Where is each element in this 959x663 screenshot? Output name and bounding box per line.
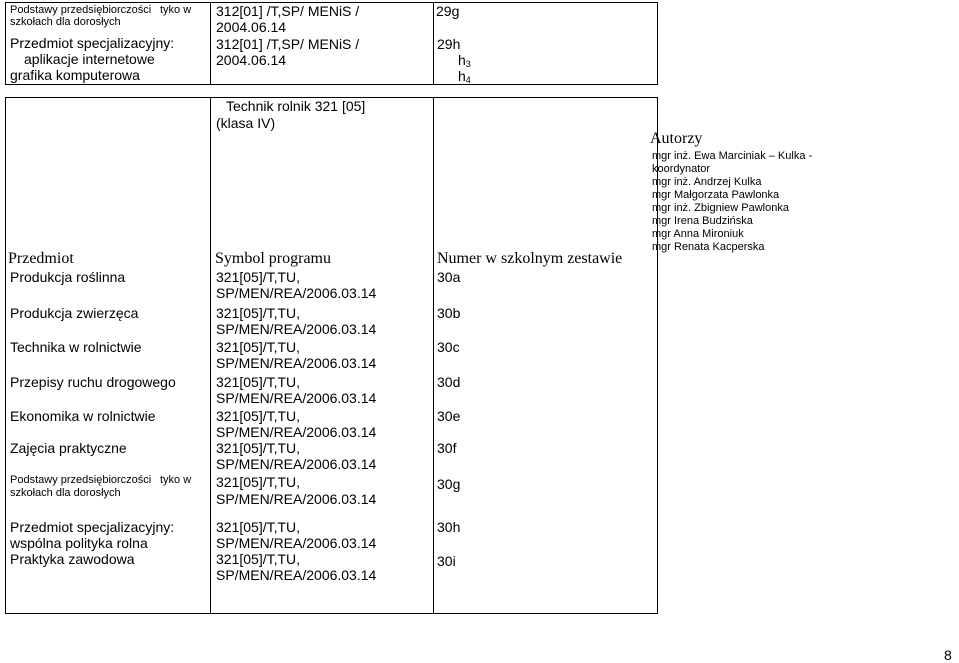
row-subject-line2: szkołach dla dorosłych (10, 487, 121, 499)
row-symbol-line1: 321[05]/T,TU, (216, 474, 301, 490)
row-subject: Praktyka zawodowa (10, 551, 135, 567)
author-line: mgr inż. Zbigniew Pawlonka (652, 202, 789, 214)
top-right-h4: $h_4$ (458, 68, 471, 85)
row-subject: Ekonomika w rolnictwie (10, 408, 156, 424)
top-left-line3: Przedmiot specjalizacyjny: (10, 35, 175, 51)
top-right-29h: 29h (437, 36, 461, 52)
main-heading-2: (klasa IV) (216, 115, 276, 131)
author-line: mgr Anna Mironiuk (652, 228, 744, 240)
column-header-numer: Numer w szkolnym zestawie (437, 250, 623, 267)
row-subject-line2: wspólna polityka rolna (10, 535, 148, 551)
row-symbol-line1: 321[05]/T,TU, (216, 519, 301, 535)
main-heading-1: Technik rolnik 321 [05] (226, 98, 366, 114)
column-header-przedmiot: Przedmiot (8, 250, 74, 267)
top-mid-line2: 2004.06.14 (216, 19, 287, 35)
row-subject: Produkcja roślinna (10, 269, 126, 285)
row-symbol-line1: 321[05]/T,TU, (216, 551, 301, 567)
row-symbol-line1: 321[05]/T,TU, (216, 305, 301, 321)
row-symbol-line2: SP/MEN/REA/2006.03.14 (216, 424, 377, 440)
row-number: 30d (437, 374, 461, 390)
top-divider-1 (210, 2, 211, 85)
row-number: 30b (437, 305, 461, 321)
author-line: mgr inż. Ewa Marciniak – Kulka - (652, 150, 813, 162)
row-symbol-line2: SP/MEN/REA/2006.03.14 (216, 535, 377, 551)
top-mid-line3: 312[01] /T,SP/ MENiS / (216, 36, 360, 52)
top-left-line5: grafika komputerowa (10, 67, 140, 83)
row-subject-line1b: tyko w (160, 474, 192, 486)
row-symbol-line2: SP/MEN/REA/2006.03.14 (216, 355, 377, 371)
author-line: mgr Irena Budzińska (652, 215, 753, 227)
top-right-29g: 29g (436, 3, 460, 19)
column-header-symbol: Symbol programu (215, 250, 331, 267)
author-line: mgr Małgorzata Pawlonka (652, 189, 780, 201)
row-number: 30c (437, 339, 460, 355)
main-divider-1 (210, 97, 211, 614)
top-left-line4: aplikacje internetowe (24, 51, 155, 67)
row-symbol-line1: 321[05]/T,TU, (216, 269, 301, 285)
top-mid-line1: 312[01] /T,SP/ MENiS / (216, 3, 360, 19)
row-symbol-line1: 321[05]/T,TU, (216, 408, 301, 424)
row-subject: Przepisy ruchu drogowego (10, 374, 176, 390)
row-number: 30e (437, 408, 461, 424)
author-line: koordynator (652, 163, 711, 175)
row-subject: Technika w rolnictwie (10, 339, 142, 355)
row-number: 30h (437, 519, 461, 535)
row-symbol-line1: 321[05]/T,TU, (216, 339, 301, 355)
row-subject: Zajęcia praktyczne (10, 440, 127, 456)
row-subject-line1: Przedmiot specjalizacyjny: (10, 519, 175, 535)
top-mid-line4: 2004.06.14 (216, 52, 287, 68)
page-number: 8 (944, 647, 952, 663)
top-right-h3: $h_3$ (458, 52, 471, 69)
row-number: 30i (437, 553, 456, 569)
row-symbol-line2: SP/MEN/REA/2006.03.14 (216, 567, 377, 583)
top-left-line1a: Podstawy przedsiębiorczości (10, 4, 152, 16)
row-number: 30g (437, 476, 461, 492)
row-subject: Produkcja zwierzęca (10, 305, 139, 321)
main-divider-2 (433, 97, 434, 614)
row-subject-line1: Podstawy przedsiębiorczości (10, 474, 152, 486)
top-left-line1b: tyko w (160, 4, 192, 16)
row-symbol-line2: SP/MEN/REA/2006.03.14 (216, 321, 377, 337)
author-line: mgr inż. Andrzej Kulka (652, 176, 762, 188)
author-line: mgr Renata Kacperska (652, 241, 765, 253)
row-symbol-line2: SP/MEN/REA/2006.03.14 (216, 456, 377, 472)
row-number: 30a (437, 269, 461, 285)
row-number: 30f (437, 440, 457, 456)
row-symbol-line2: SP/MEN/REA/2006.03.14 (216, 285, 377, 301)
authors-title: Autorzy (650, 130, 703, 147)
top-left-line2: szkołach dla dorosłych (10, 16, 121, 28)
row-symbol-line2: SP/MEN/REA/2006.03.14 (216, 390, 377, 406)
row-symbol-line2: SP/MEN/REA/2006.03.14 (216, 491, 377, 507)
row-symbol-line1: 321[05]/T,TU, (216, 440, 301, 456)
row-symbol-line1: 321[05]/T,TU, (216, 374, 301, 390)
top-divider-2 (433, 2, 434, 85)
